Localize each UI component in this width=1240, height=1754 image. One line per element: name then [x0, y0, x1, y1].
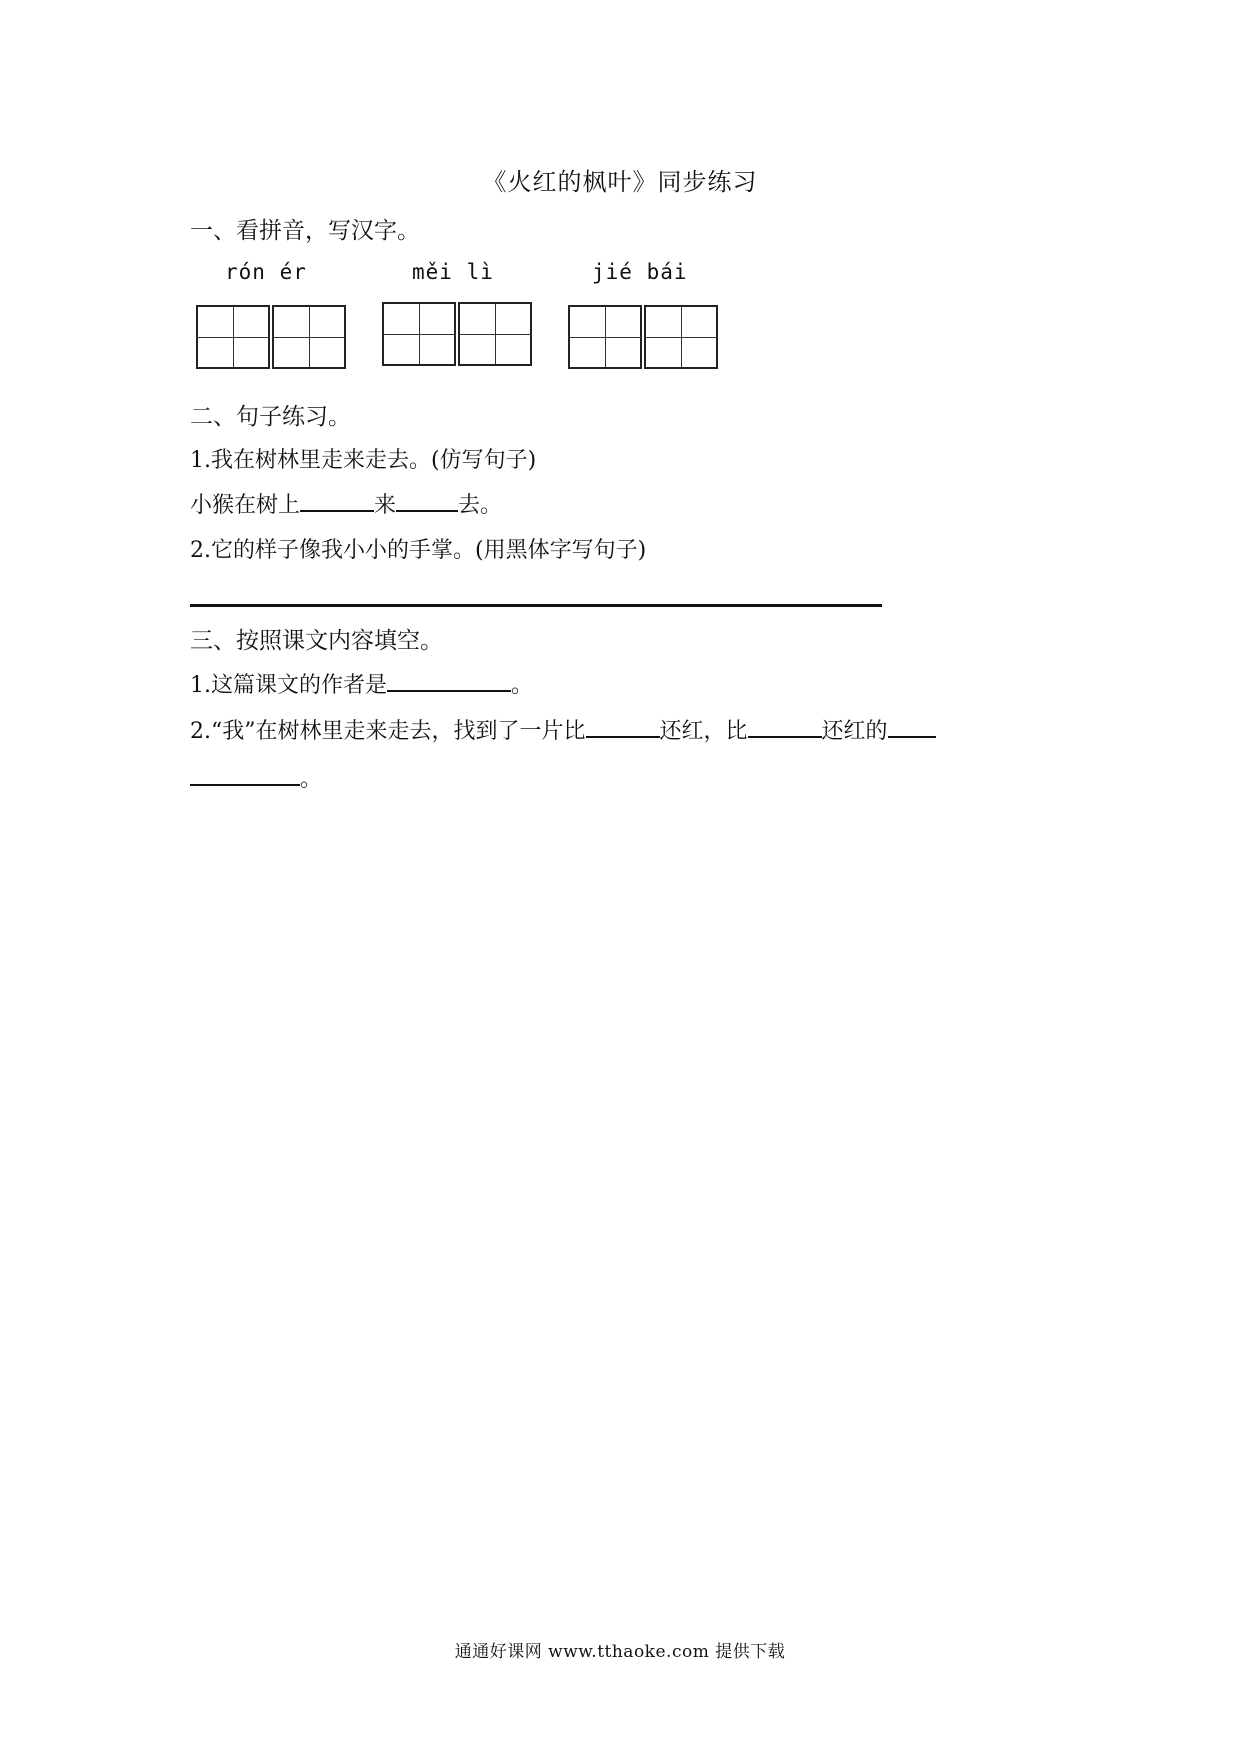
- footer-credit: 通通好课网 www.tthaoke.com 提供下载: [454, 1642, 786, 1662]
- fill-blank-2[interactable]: [396, 488, 458, 512]
- q2-blank-2[interactable]: [748, 714, 822, 738]
- section2-question-2: 2.它的样子像我小小的手掌。(用黑体字写句子): [190, 538, 647, 563]
- pinyin-2: měi lì: [412, 260, 494, 284]
- grid-cell[interactable]: [568, 305, 642, 369]
- fill-text-2: 来: [374, 493, 397, 518]
- grid-cell[interactable]: [272, 305, 346, 369]
- q2-blank-3-end[interactable]: [190, 762, 300, 786]
- q2-blank-3-start[interactable]: [888, 714, 936, 738]
- q2-text-1: 2.“我”在树林里走来走去，找到了一片比: [190, 719, 586, 744]
- writing-grid-1[interactable]: [196, 305, 348, 371]
- section2-question-1: 1.我在树林里走来走去。(仿写句子): [190, 448, 537, 473]
- section1-heading: 一、看拼音，写汉字。: [190, 218, 420, 244]
- author-blank[interactable]: [387, 668, 511, 692]
- q2-end: 。: [300, 767, 323, 792]
- grid-cell[interactable]: [458, 302, 532, 366]
- q2-text-2: 还红，比: [659, 719, 748, 744]
- writing-grid-3[interactable]: [568, 305, 720, 371]
- grid-cell[interactable]: [382, 302, 456, 366]
- answer-line[interactable]: [190, 604, 882, 607]
- section3-question-1: [190, 668, 533, 699]
- section3-question-2-continued: [190, 762, 322, 793]
- q2-blank-1[interactable]: [586, 714, 660, 738]
- author-question-end: 。: [511, 673, 534, 698]
- page-title: 《火红的枫叶》同步练习: [482, 168, 758, 196]
- section2-fill-line: [190, 488, 502, 519]
- grid-cell[interactable]: [196, 305, 270, 369]
- fill-text-1: 小猴在树上: [190, 493, 301, 518]
- pinyin-1: rón ér: [225, 260, 307, 284]
- writing-grid-2[interactable]: [382, 302, 534, 368]
- section3-question-2: [190, 714, 936, 745]
- grid-cell[interactable]: [644, 305, 718, 369]
- pinyin-3: jié bái: [592, 260, 688, 284]
- section2-heading: 二、句子练习。: [190, 404, 351, 430]
- fill-text-3: 去。: [458, 493, 503, 518]
- author-question-text: 1.这篇课文的作者是: [190, 673, 387, 698]
- fill-blank-1[interactable]: [300, 488, 374, 512]
- q2-text-3: 还红的: [821, 719, 888, 744]
- section3-heading: 三、按照课文内容填空。: [190, 628, 443, 654]
